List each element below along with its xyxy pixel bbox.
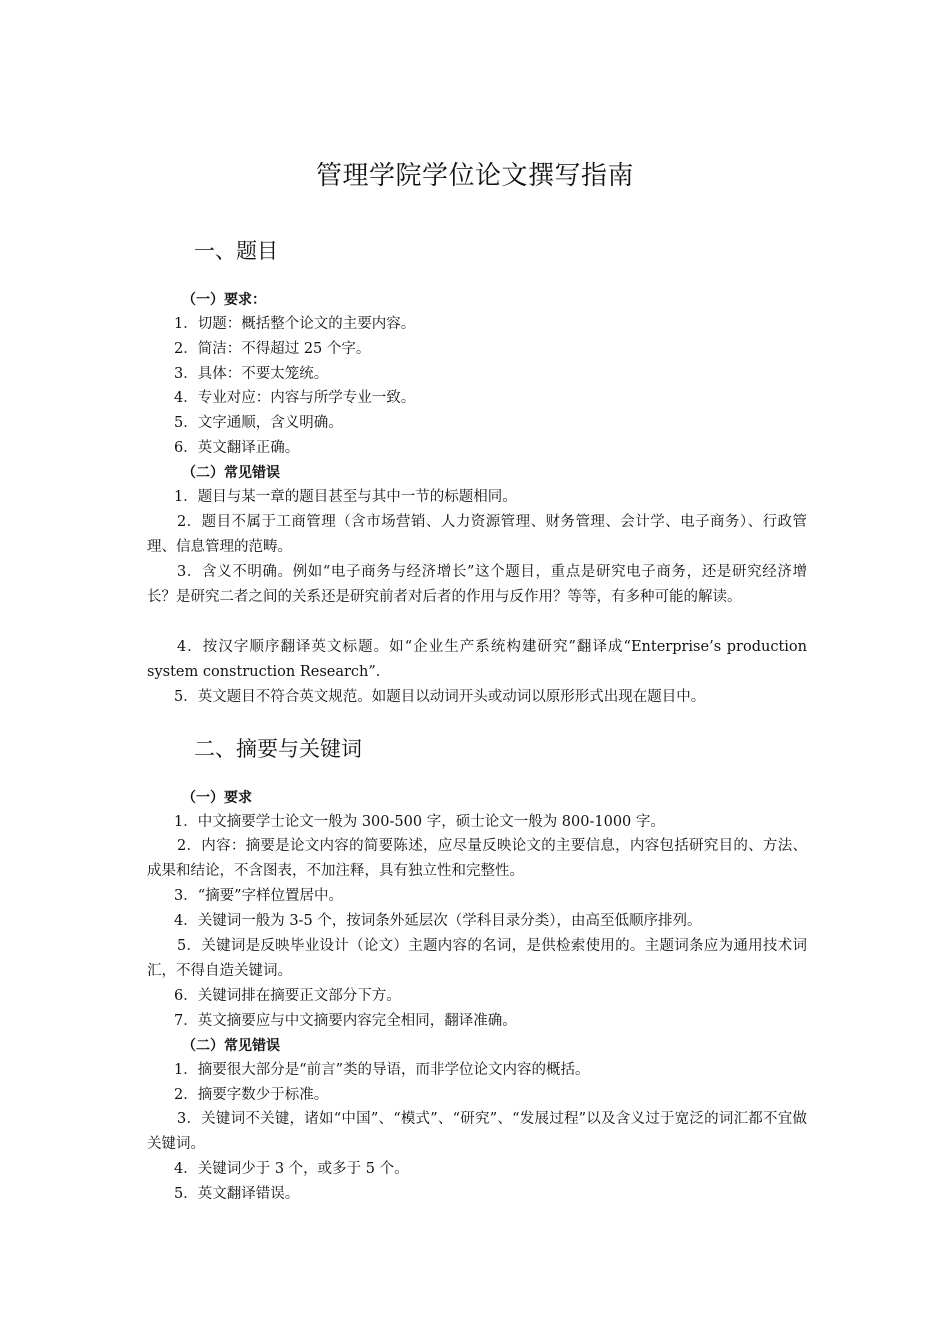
list-item: 2．简洁：不得超过 25 个字。 xyxy=(174,341,371,357)
list-item: 1．中文摘要学士论文一般为 300-500 字，硕士论文一般为 800-1000 字。 xyxy=(174,814,665,830)
subheading-common-errors: （二）常见错误 xyxy=(182,465,280,481)
section-heading-abstract-keywords: 二、摘要与关键词 xyxy=(194,737,362,761)
list-item: 2．内容：摘要是论文内容的简要陈述，应尽量反映论文的主要信息，内容包括研究目的、方法、成果和结论，不含图表，不加注释，具有独立性和完整性。 xyxy=(147,838,807,879)
list-item: 1．切题：概括整个论文的主要内容。 xyxy=(174,316,416,332)
subheading-requirements: （一）要求： xyxy=(182,292,266,308)
list-item: 3．关键词不关键，诸如“中国”、“模式”、“研究”、“发展过程”以及含义过于宽泛的词汇都不宜做关键词。 xyxy=(147,1111,807,1152)
list-item: 4．专业对应：内容与所学专业一致。 xyxy=(174,390,416,406)
list-item: 5．英文翻译错误。 xyxy=(174,1186,300,1202)
list-item: 2．摘要字数少于标准。 xyxy=(174,1087,329,1103)
list-item: 6．英文翻译正确。 xyxy=(174,440,300,456)
subheading-requirements: （一）要求 xyxy=(182,790,252,806)
list-item: 7．英文摘要应与中文摘要内容完全相同，翻译准确。 xyxy=(174,1013,517,1029)
list-item: 2．题目不属于工商管理（含市场营销、人力资源管理、财务管理、会计学、电子商务）、行政管理、信息管理的范畴。 xyxy=(147,514,807,555)
list-item: 5．英文题目不符合英文规范。如题目以动词开头或动词以原形形式出现在题目中。 xyxy=(174,689,706,705)
list-item: 3．“摘要”字样位置居中。 xyxy=(174,888,344,904)
list-item: 4．按汉字顺序翻译英文标题。如“企业生产系统构建研究”翻译成“Enterprise’s production system construction Research”. xyxy=(147,639,807,680)
list-item: 1．题目与某一章的题目甚至与其中一节的标题相同。 xyxy=(174,489,517,505)
list-item: 3．具体：不要太笼统。 xyxy=(174,366,329,382)
list-item: 4．关键词一般为 3-5 个，按词条外延层次（学科目录分类），由高至低顺序排列。 xyxy=(174,913,702,929)
list-item: 3．含义不明确。例如“电子商务与经济增长”这个题目，重点是研究电子商务，还是研究经济增长？是研究二者之间的关系还是研究前者对后者的作用与反作用？等等，有多种可能的解读。 xyxy=(147,564,807,605)
list-item: 5．文字通顺，含义明确。 xyxy=(174,415,343,431)
list-item: 6．关键词排在摘要正文部分下方。 xyxy=(174,988,401,1004)
section-heading-title: 一、题目 xyxy=(194,239,278,263)
list-item: 1．摘要很大部分是“前言”类的导语，而非学位论文内容的概括。 xyxy=(174,1062,590,1078)
list-item: 4．关键词少于 3 个，或多于 5 个。 xyxy=(174,1161,409,1177)
list-item: 5．关键词是反映毕业设计（论文）主题内容的名词，是供检索使用的。主题词条应为通用技术词汇，不得自造关键词。 xyxy=(147,938,807,979)
document-title: 管理学院学位论文撰写指南 xyxy=(315,161,634,191)
subheading-common-errors: （二）常见错误 xyxy=(182,1038,280,1054)
